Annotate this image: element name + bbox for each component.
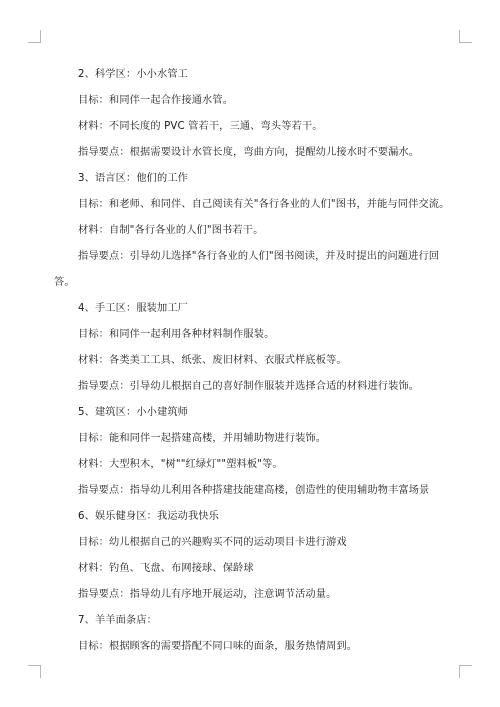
paragraph-language-guidance: 指导要点：引导幼儿选择"各行各业的人们"图书阅读，并及时提出的问题进行回: [78, 251, 440, 262]
section-heading-fitness: 6、娱乐健身区：我运动我快乐: [78, 511, 220, 522]
page-corner-mark-top-right: [459, 30, 472, 43]
paragraph-fitness-materials: 材料：钓鱼、飞盘、布网接球、保龄球: [78, 563, 254, 574]
paragraph-science-materials: 材料：不同长度的 PVC 管若干，三通、弯头等若干。: [78, 121, 323, 132]
paragraph-language-goal: 目标：和老师、和同伴、自己阅读有关"各行各业的人们"图书，并能与同伴交流。: [78, 199, 450, 210]
paragraph-building-goal: 目标：能和同伴一起搭建高楼，并用辅助物进行装饰。: [78, 433, 327, 444]
section-heading-science: 2、科学区：小小水管工: [78, 69, 189, 80]
paragraph-handcraft-goal: 目标：和同伴一起利用各种材料制作服装。: [78, 329, 275, 340]
paragraph-science-guidance: 指导要点：根据需要设计水管长度，弯曲方向，提醒幼儿接水时不要漏水。: [78, 147, 420, 158]
paragraph-building-guidance: 指导要点：指导幼儿利用各种搭建技能建高楼，创造性的使用辅助物丰富场景: [78, 485, 430, 496]
paragraph-building-materials: 材料：大型积木，"树""红绿灯""塑料板"等。: [78, 459, 283, 470]
page-corner-mark-top-left: [28, 30, 41, 43]
paragraph-language-guidance-cont: 答。: [54, 277, 75, 288]
paragraph-fitness-guidance: 指导要点：指导幼儿有序地开展运动，注意调节活动量。: [78, 589, 337, 600]
section-heading-language: 3、语言区：他们的工作: [78, 173, 189, 184]
paragraph-handcraft-guidance: 指导要点：引导幼儿根据自己的喜好制作服装并选择合适的材料进行装饰。: [78, 381, 420, 392]
section-heading-noodle-shop: 7、羊羊面条店：: [78, 615, 157, 626]
page-corner-mark-bottom-left: [28, 665, 41, 678]
paragraph-language-materials: 材料：自制"各行各业的人们"图书若干。: [78, 225, 264, 236]
section-heading-building: 5、建筑区：小小建筑师: [78, 407, 189, 418]
page-corner-mark-bottom-right: [459, 665, 472, 678]
paragraph-fitness-goal: 目标：幼儿根据自己的兴趣购买不同的运动项目卡进行游戏: [78, 537, 347, 548]
paragraph-noodle-shop-goal: 目标：根据顾客的需要搭配不同口味的面条，服务热情周到。: [78, 641, 358, 652]
section-heading-handcraft: 4、手工区：服装加工厂: [78, 303, 189, 314]
paragraph-handcraft-materials: 材料：各类美工工具、纸张、废旧材料、衣服式样底板等。: [78, 355, 347, 366]
paragraph-science-goal: 目标：和同伴一起合作接通水管。: [78, 95, 234, 106]
